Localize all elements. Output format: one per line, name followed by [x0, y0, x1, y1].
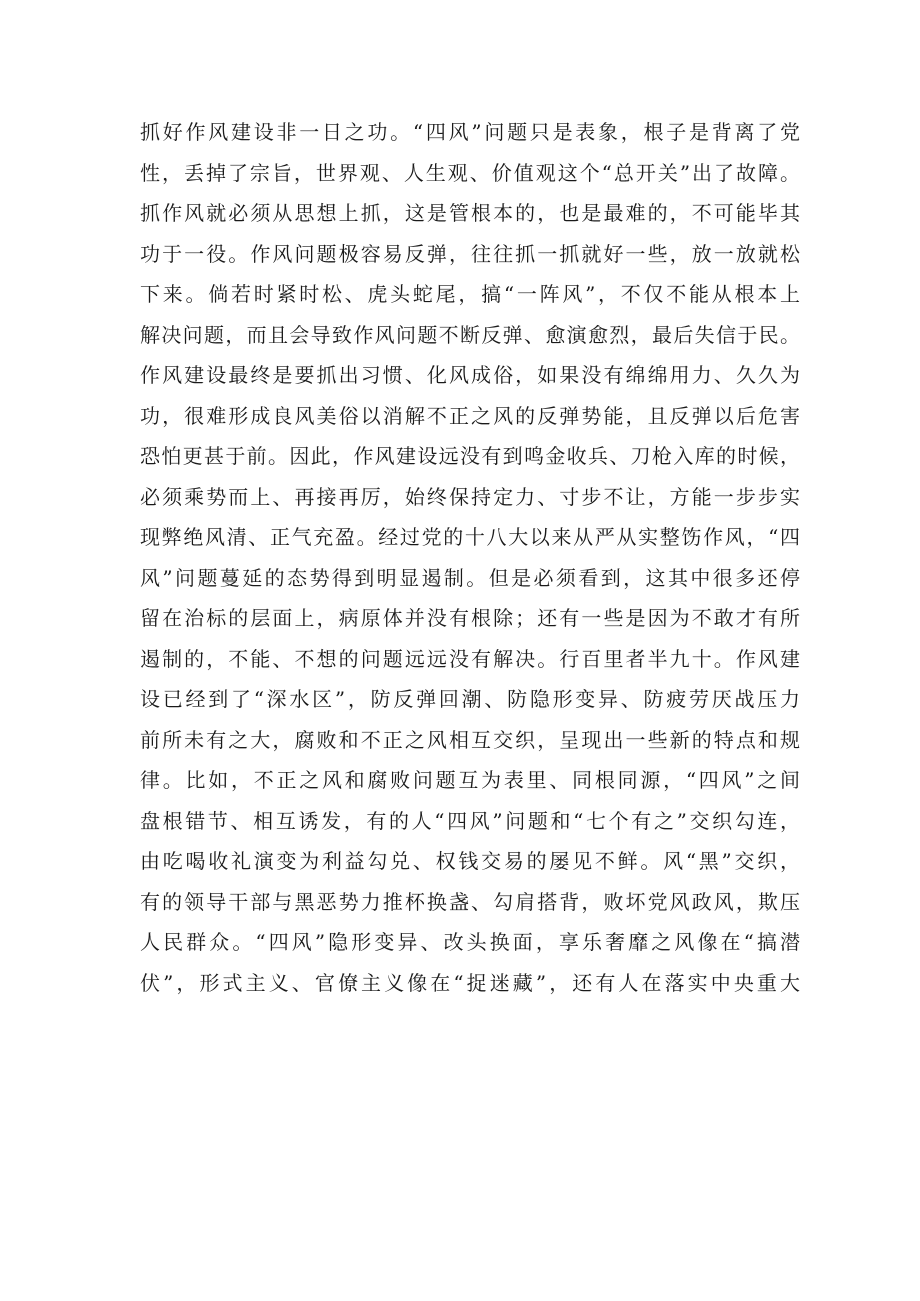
text-line: 由吃喝收礼演变为利益勾兑、权钱交易的屡见不鲜。风“黑”交织，	[140, 849, 800, 873]
text-line: 抓作风就必须从思想上抓，这是管根本的，也是最难的，不可能毕其	[140, 201, 800, 225]
text-line: 前所未有之大，腐败和不正之风相互交织，呈现出一些新的特点和规	[140, 727, 800, 752]
text-line: 设已经到了“深水区”，防反弹回潮、防隐形变异、防疲劳厌战压力	[140, 687, 800, 711]
text-line: 律。比如，不正之风和腐败问题互为表里、同根同源，“四风”之间	[140, 768, 800, 792]
text-line: 性，丢掉了宗旨，世界观、人生观、价值观这个“总开关”出了故障。	[140, 160, 800, 185]
text-line: 下来。倘若时紧时松、虎头蛇尾，搞“一阵风”，不仅不能从根本上	[140, 282, 800, 306]
body-paragraph	[140, 112, 800, 1003]
text-line: 作风建设最终是要抓出习惯、化风成俗，如果没有绵绵用力、久久为	[140, 363, 800, 387]
text-line: 必须乘势而上、再接再厉，始终保持定力、寸步不让，方能一步步实	[140, 484, 800, 509]
text-line: 恐怕更甚于前。因此，作风建设远没有到鸣金收兵、刀枪入库的时候，	[140, 444, 800, 468]
text-line: 功，很难形成良风美俗以消解不正之风的反弹势能，且反弹以后危害	[140, 403, 800, 428]
text-line: 有的领导干部与黑恶势力推杯换盏、勾肩搭背，败坏党风政风，欺压	[140, 889, 800, 914]
text-line: 风”问题蔓延的态势得到明显遏制。但是必须看到，这其中很多还停	[140, 565, 800, 590]
text-line: 遏制的，不能、不想的问题远远没有解决。行百里者半九十。作风建	[140, 646, 800, 671]
text-line: 解决问题，而且会导致作风问题不断反弹、愈演愈烈，最后失信于民。	[140, 322, 800, 347]
text-line: 人民群众。“四风”隐形变异、改头换面，享乐奢靡之风像在“搞潜	[140, 930, 800, 954]
text-line: 盘根错节、相互诱发，有的人“四风”问题和“七个有之”交织勾连，	[140, 808, 800, 833]
text-line: 伏”，形式主义、官僚主义像在“捉迷藏”，还有人在落实中央重大	[140, 970, 800, 995]
text-line: 现弊绝风清、正气充盈。经过党的十八大以来从严从实整饬作风，“四	[140, 525, 800, 549]
text-line: 抓好作风建设非一日之功。“四风”问题只是表象，根子是背离了党	[140, 120, 800, 144]
text-line: 功于一役。作风问题极容易反弹，往往抓一抓就好一些，放一放就松	[140, 241, 800, 266]
text-line: 留在治标的层面上，病原体并没有根除；还有一些是因为不敢才有所	[140, 606, 800, 630]
